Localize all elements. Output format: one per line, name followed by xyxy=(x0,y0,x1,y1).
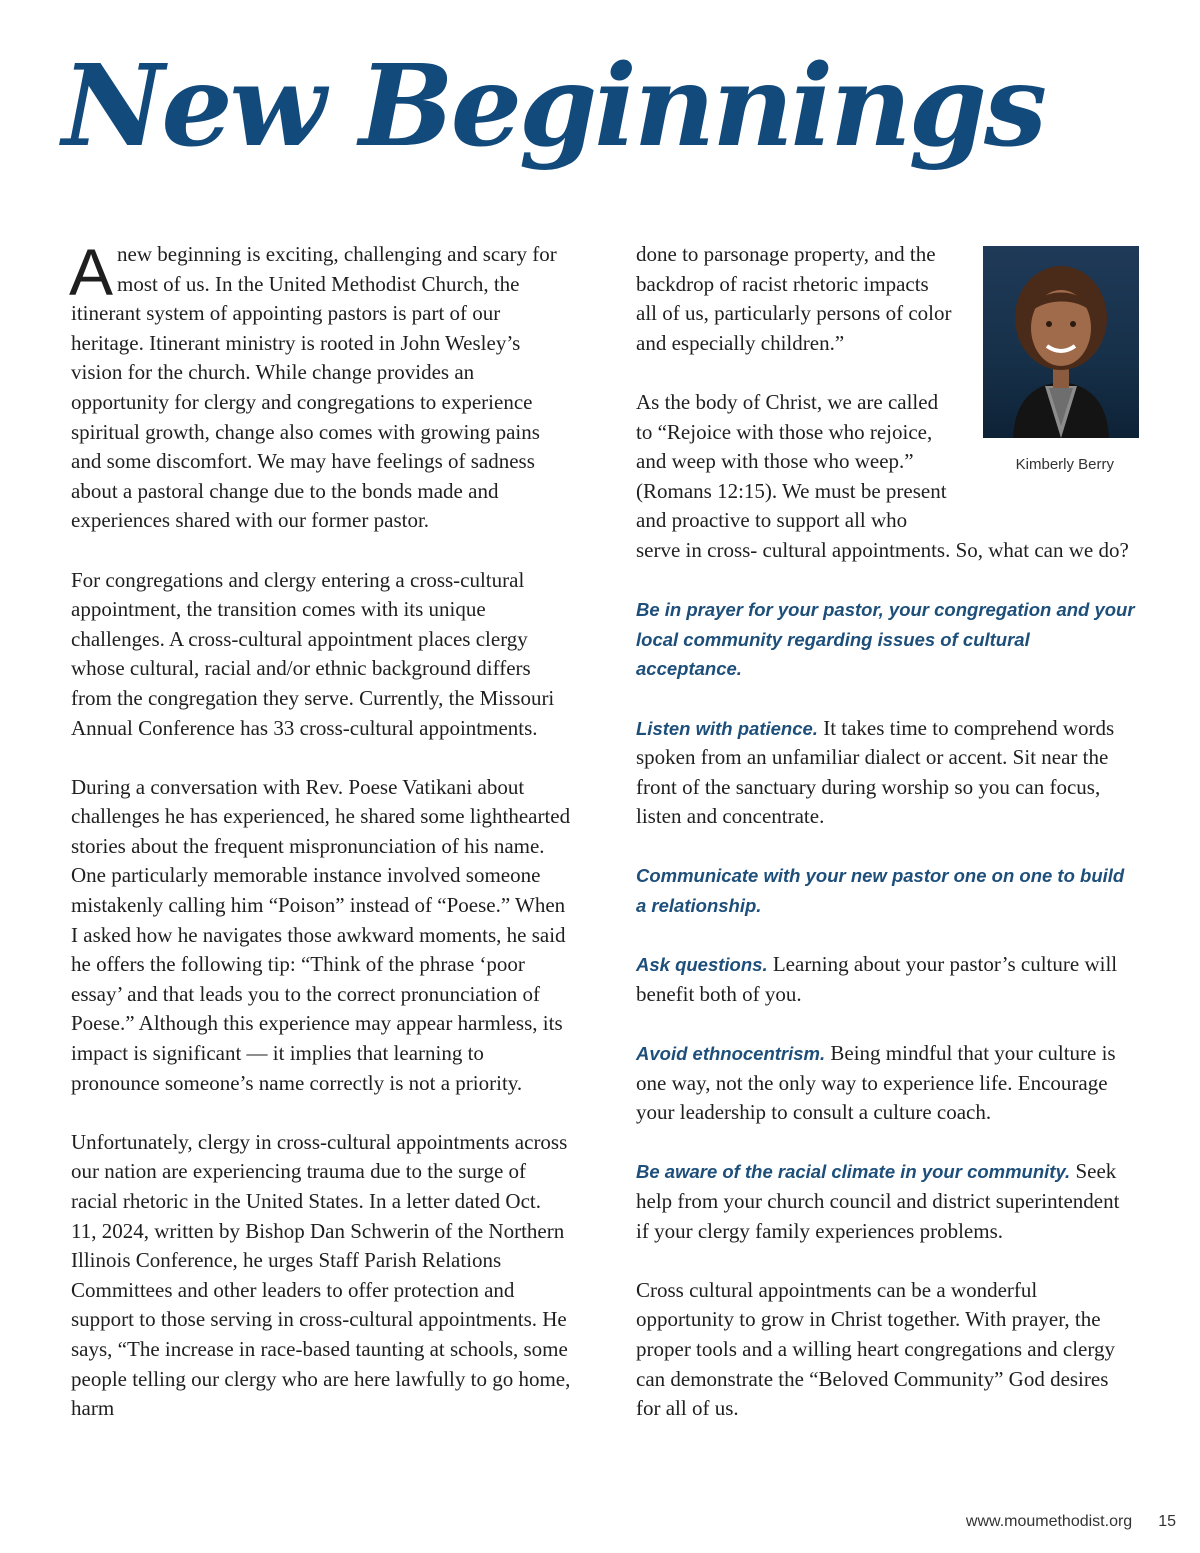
paragraph-intro xyxy=(69,235,571,536)
tip-item xyxy=(636,1157,1136,1246)
footer-url[interactable]: www.moumethodist.org xyxy=(965,1513,1133,1530)
paragraph: done to parsonage property, and the backdrop of racist rhetoric impacts all of us, particularly persons of color and especially children.” xyxy=(636,242,952,355)
tip-item xyxy=(636,595,1136,684)
tip-highlight: Communicate with your new pastor one on one to build a relationship. xyxy=(636,865,1125,917)
page-footer xyxy=(966,1513,1176,1531)
photo-caption: Kimberly Berry xyxy=(1015,456,1114,473)
paragraph: As the body of Christ, we are called to “Rejoice with those who rejoice, and weep with those who weep.” (Romans 12:15). We must be present and proactive to support all who serve in cross- cultural appointments. So, what can we do? xyxy=(636,389,1129,562)
paragraph: During a conversation with Rev. Poese Vatikani about challenges he has experienced, he shared some lighthearted stories about the frequent mispronunciation of his name. One particularly memorable instance involved someone mistakenly calling him “Poison” instead of “Poese.” When I asked how he navigates those awkward moments, he said he offers the following tip: “Think of the phrase ‘poor essay’ and that leads you to the correct pronunciation of Poese.” Although this experience may appear harmless, its impact is significant — it implies that learning to pronounce someone’s name correctly is not a priority. xyxy=(71,774,571,1095)
portrait-illustration xyxy=(983,246,1139,438)
right-column xyxy=(636,240,1136,1453)
tip-text: Learning about your pastor’s culture will benefit both of you. xyxy=(636,952,1118,1006)
tip-highlight: Avoid ethnocentrism. xyxy=(636,1043,826,1065)
drop-cap: A xyxy=(69,235,114,309)
paragraph: For congregations and clergy entering a cross-cultural appointment, the transition comes with its unique challenges. A cross-cultural appointment places clergy whose cultural, racial and/or ethnic background differs from the congregation they serve. Currently, the Missouri Annual Conference has 33 cross-cultural appointments. xyxy=(71,567,555,740)
paragraph-text: new beginning is exciting, challenging and scary for most of us. In the United Methodist Church, the itinerant system of appointing pastors is part of our heritage. Itinerant ministry is rooted in John Wesley’s vision for the church. While change provides an opportunity for clergy and congregations to experience spiritual growth, change also comes with growing pains and some discomfort. We may have feelings of sadness about a pastoral change due to the bonds made and experiences shared with our former pastor. xyxy=(71,242,557,533)
page-title: New Beginnings xyxy=(62,41,1045,172)
tip-text: Being mindful that your culture is one way, not the only way to experience life. Encourage your leadership to consult a culture coach. xyxy=(636,1041,1116,1125)
tip-text: Seek help from your church council and district superintendent if your clergy family experiences problems. xyxy=(636,1159,1120,1243)
tip-item xyxy=(636,714,1136,832)
tip-text: It takes time to comprehend words spoken from an unfamiliar dialect or accent. Sit near the front of the sanctuary during worship so you can focus, listen and concentrate. xyxy=(636,715,1115,829)
tip-highlight: Ask questions. xyxy=(636,954,768,976)
left-column xyxy=(69,235,571,1453)
author-photo xyxy=(983,246,1139,438)
tip-highlight: Listen with patience. xyxy=(636,717,818,739)
author-photo-block xyxy=(964,246,1139,514)
page-number: 15 xyxy=(1158,1513,1176,1530)
tip-item xyxy=(636,1039,1136,1128)
tip-item xyxy=(636,950,1136,1009)
paragraph: Unfortunately, clergy in cross-cultural appointments across our nation are experiencing trauma due to the surge of racial rhetoric in the United States. In a letter dated Oct. 11, 2024, written by Bishop Dan Schwerin of the Northern Illinois Conference, he urges Staff Parish Relations Committees and other leaders to offer protection and support to those serving in cross-cultural appointments. He says, “The increase in race-based taunting at schools, some people telling our clergy who are here lawfully to go home, harm xyxy=(71,1129,571,1421)
paragraph-closing: Cross cultural appointments can be a wonderful opportunity to grow in Christ together. With prayer, the proper tools and a willing heart congregations and clergy can demonstrate the “Beloved Community” God desires for all of us. xyxy=(636,1277,1115,1421)
tip-highlight: Be in prayer for your pastor, your congregation and your local community regarding issues of cultural acceptance. xyxy=(636,599,1135,680)
tip-item xyxy=(636,861,1136,920)
tip-highlight: Be aware of the racial climate in your community. xyxy=(636,1161,1071,1183)
